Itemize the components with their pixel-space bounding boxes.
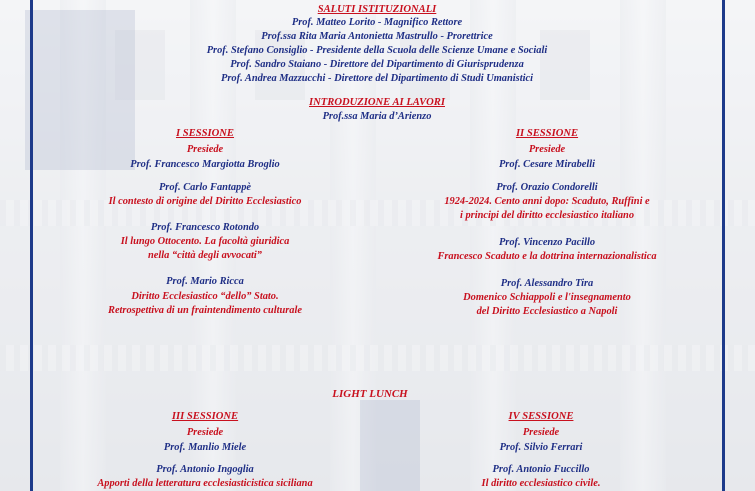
talk-speaker: Prof. Vincenzo Pacillo [498,237,596,248]
session-title: II SESSIONE [515,128,579,139]
saluti-line: Prof. Stefano Consiglio - Presidente della Scuola delle Scienze Umane e Sociali [206,45,548,56]
introduzione-speaker: Prof.ssa Maria d’Arienzo [322,111,432,122]
introduzione-heading: INTRODUZIONE AI LAVORI [309,97,445,108]
frame-border-right [722,0,725,491]
talk-title: nella “città degli avvocati” [148,250,262,261]
talk-title: 1924-2024. Cento anni dopo: Scaduto, Ruffini e [444,196,650,207]
frame-border-left [30,0,33,491]
presiede-label: Presiede [186,427,224,438]
talk-title: i principi del diritto ecclesiastico italiano [459,210,635,221]
talk-speaker: Prof. Orazio Condorelli [496,182,598,193]
session-chair: Prof. Francesco Margiotta Broglio [130,159,280,170]
session-chair: Prof. Manlio Miele [163,442,247,453]
session-title: I SESSIONE [175,128,235,139]
light-lunch-label: LIGHT LUNCH [332,388,408,400]
session-chair: Prof. Silvio Ferrari [499,442,583,453]
talk-speaker: Prof. Francesco Rotondo [150,222,260,233]
saluti-heading: SALUTI ISTITUZIONALI [317,4,437,15]
session-title: III SESSIONE [171,411,239,422]
saluti-line: Prof. Sandro Staiano - Direttore del Dipartimento di Giurisprudenza [230,59,524,70]
session-chair: Prof. Cesare Mirabelli [498,159,596,170]
talk-speaker: Prof. Mario Ricca [166,276,244,287]
presiede-label: Presiede [186,144,224,155]
talk-title: Il lungo Ottocento. La facoltà giuridica [120,236,290,247]
talk-title: Il contesto di origine del Diritto Ecclesiastico [108,196,302,207]
talk-title: Diritto Ecclesiastico “dello” Stato. [131,291,279,302]
saluti-line: Prof.ssa Rita Maria Antonietta Mastrullo - Prorettrice [261,31,493,42]
session-title: IV SESSIONE [508,411,574,422]
talk-speaker: Prof. Antonio Ingoglia [156,464,254,475]
saluti-line: Prof. Matteo Lorito - Magnifico Rettore [291,17,463,28]
talk-title: Apporti della letteratura ecclesiasticistica siciliana [97,478,313,489]
talk-title: Il diritto ecclesiastico civile. [481,478,601,489]
saluti-line: Prof. Andrea Mazzucchi - Direttore del Dipartimento di Studi Umanistici [221,73,533,84]
talk-title: Francesco Scaduto e la dottrina internazionalistica [437,251,657,262]
talk-speaker: Prof. Alessandro Tira [500,278,594,289]
talk-title: del Diritto Ecclesiastico a Napoli [476,306,618,317]
presiede-label: Presiede [528,144,566,155]
talk-speaker: Prof. Carlo Fantappè [158,182,252,193]
talk-title: Retrospettiva di un fraintendimento culturale [108,305,302,316]
talk-speaker: Prof. Antonio Fuccillo [492,464,590,475]
presiede-label: Presiede [522,427,560,438]
talk-title: Domenico Schiappoli e l'insegnamento [463,292,631,303]
